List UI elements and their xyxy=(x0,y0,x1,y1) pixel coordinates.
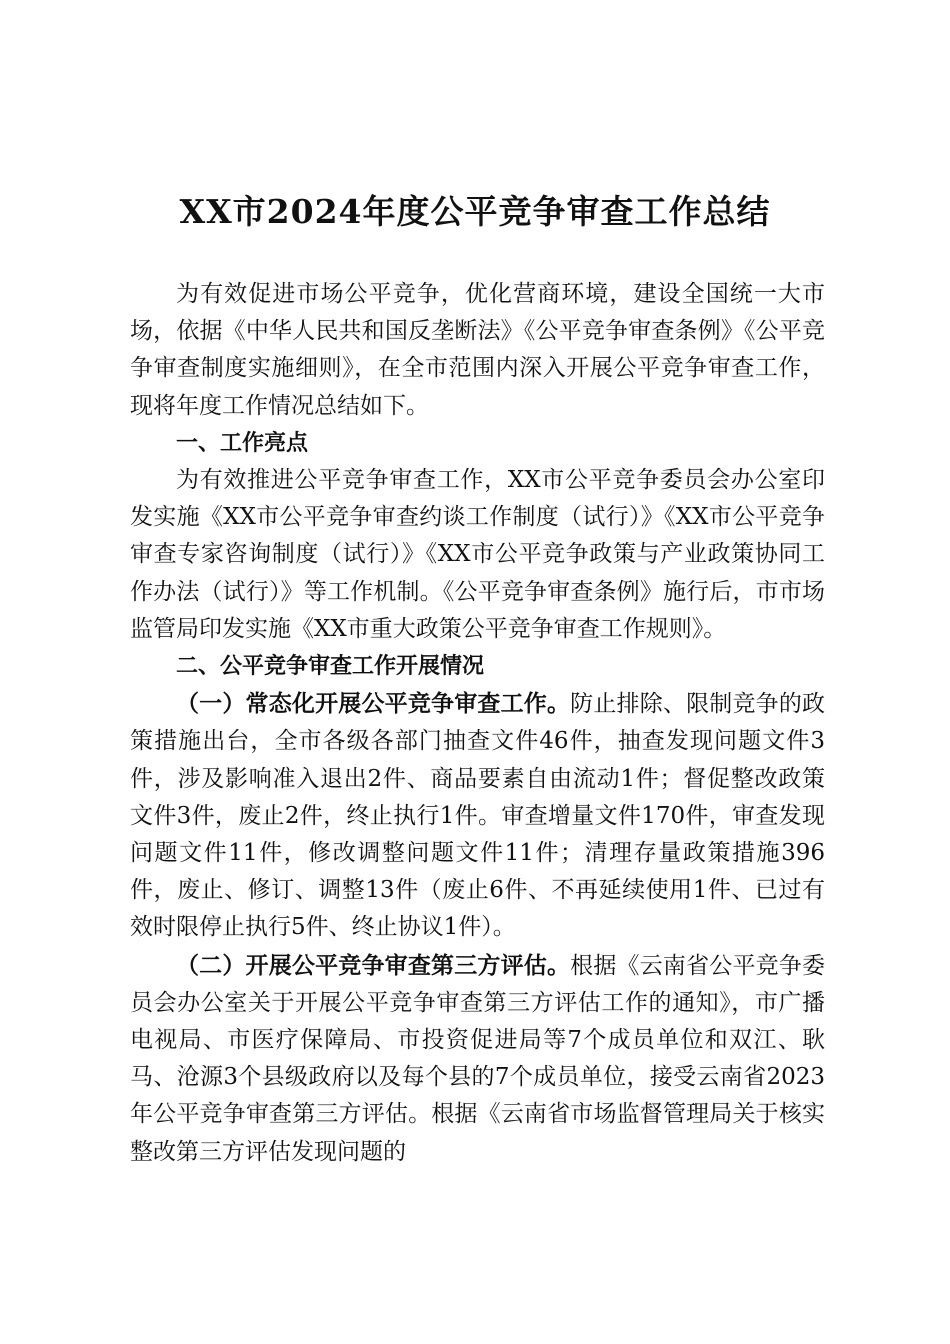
section2-item1-body: 防止排除、限制竞争的政策措施出台，全市各级各部门抽查文件46件，抽查发现问题文件3件，涉及影响准入退出2件、商品要素自由流动1件；督促整改政策文件3件，废止2件，终止执行1件。审查增量文件170件，审查发现问题文件11件，修改调整问题文件11件；清理存量政策措施396件，废止、修订、调整13件（废止6件、不再延续使用1件、已过有效时限停止执行5件、终止协议1件）。 xyxy=(130,691,826,941)
section1-heading: 一、工作亮点 xyxy=(176,430,309,456)
section1-paragraph: 为有效推进公平竞争审查工作，XX市公平竞争委员会办公室印发实施《XX市公平竞争审查约谈工作制度（试行）》《XX市公平竞争审查专家咨询制度（试行）》《XX市公平竞争政策与产业政策协同工作办法（试行）》等工作机制。《公平竞争审查条例》施行后，市市场监管局印发实施《XX市重大政策公平竞争审查工作规则》。 xyxy=(130,467,825,642)
intro-paragraph: 为有效促进市场公平竞争，优化营商环境，建设全国统一大市场，依据《中华人民共和国反垄断法》《公平竞争审查条例》《公平竞争审查制度实施细则》，在全市范围内深入开展公平竞争审查工作，现将年度工作情况总结如下。 xyxy=(130,281,825,419)
section2-item2-lead: （二）开展公平竞争审查第三方评估。 xyxy=(176,951,571,979)
document-body xyxy=(130,276,825,1171)
section2-item2-body: 根据《云南省公平竞争委员会办公室关于开展公平竞争审查第三方评估工作的通知》，市广播电视局、市医疗保障局、市投资促进局等7个成员单位和双江、耿马、沧源3个县级政府以及每个县的7个成员单位，接受云南省2023年公平竞争审查第三方评估。根据《云南省市场监督管理局关于核实整改第三方评估发现问题的 xyxy=(130,952,826,1165)
section2-item1-paragraph xyxy=(130,685,825,946)
section2-item1-lead: （一）常态化开展公平竞争审查工作。 xyxy=(176,690,571,718)
document-title: XX市2024年度公平竞争审查工作总结 xyxy=(179,192,771,231)
section2-heading: 二、公平竞争审查工作开展情况 xyxy=(176,654,485,680)
section2-item2-paragraph xyxy=(130,947,825,1171)
